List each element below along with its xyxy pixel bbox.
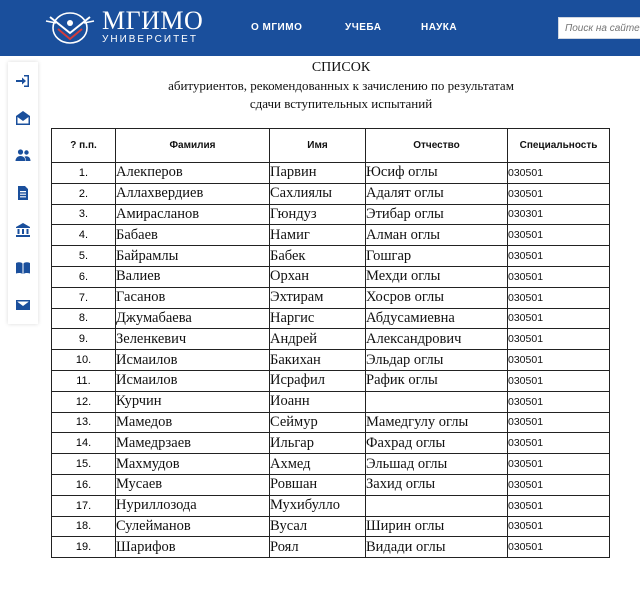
admission-table bbox=[51, 128, 610, 558]
cell-surname: Мамедрзаев bbox=[116, 433, 270, 454]
cell-number: 3. bbox=[52, 204, 116, 225]
cell-name: Ровшан bbox=[270, 474, 366, 495]
cell-name: Намиг bbox=[270, 225, 366, 246]
document-scan bbox=[42, 56, 640, 607]
cell-specialty: 030501 bbox=[508, 537, 610, 558]
table-row bbox=[52, 433, 610, 454]
cell-patronymic: Адалят оглы bbox=[366, 183, 508, 204]
table-row bbox=[52, 329, 610, 350]
cell-surname: Мамедов bbox=[116, 412, 270, 433]
cell-name: Роял bbox=[270, 537, 366, 558]
document-subtitle-line-2: сдачи вступительных испытаний bbox=[249, 96, 433, 111]
sidebar-institution-button[interactable] bbox=[8, 212, 38, 249]
cell-specialty: 030501 bbox=[508, 287, 610, 308]
cell-patronymic: Мамедгулу оглы bbox=[366, 412, 508, 433]
cell-name: Исрафил bbox=[270, 370, 366, 391]
column-header-name: Имя bbox=[270, 129, 366, 163]
logo-subtitle: УНИВЕРСИТЕТ bbox=[102, 34, 198, 45]
cell-specialty: 030501 bbox=[508, 246, 610, 267]
table-row bbox=[52, 370, 610, 391]
column-header-surname: Фамилия bbox=[116, 129, 270, 163]
cell-name: Орхан bbox=[270, 266, 366, 287]
cell-patronymic: Видади оглы bbox=[366, 537, 508, 558]
university-logo[interactable] bbox=[44, 6, 204, 45]
document-icon bbox=[15, 185, 31, 201]
table-row bbox=[52, 246, 610, 267]
sidebar-login-button[interactable] bbox=[8, 62, 38, 99]
cell-surname: Бабаев bbox=[116, 225, 270, 246]
cell-patronymic: Эльдар оглы bbox=[366, 350, 508, 371]
table-row bbox=[52, 537, 610, 558]
table-row bbox=[52, 412, 610, 433]
cell-number: 18. bbox=[52, 516, 116, 537]
nav-about[interactable]: О МГИМО bbox=[251, 22, 303, 33]
table-row bbox=[52, 350, 610, 371]
cell-surname: Сулейманов bbox=[116, 516, 270, 537]
institution-icon bbox=[15, 222, 31, 238]
cell-specialty: 030501 bbox=[508, 433, 610, 454]
cell-specialty: 030301 bbox=[508, 204, 610, 225]
cell-specialty: 030501 bbox=[508, 163, 610, 184]
cell-name: Мухибулло bbox=[270, 495, 366, 516]
cell-specialty: 030501 bbox=[508, 474, 610, 495]
cell-patronymic: Этибар оглы bbox=[366, 204, 508, 225]
sidebar-library-button[interactable] bbox=[8, 249, 38, 286]
cell-name: Наргис bbox=[270, 308, 366, 329]
column-header-specialty: Специальность bbox=[508, 129, 610, 163]
cell-name: Гюндуз bbox=[270, 204, 366, 225]
table-row bbox=[52, 183, 610, 204]
cell-surname: Зеленкевич bbox=[116, 329, 270, 350]
cell-patronymic: Рафик оглы bbox=[366, 370, 508, 391]
cell-name: Эхтирам bbox=[270, 287, 366, 308]
cell-number: 12. bbox=[52, 391, 116, 412]
cell-number: 16. bbox=[52, 474, 116, 495]
cell-number: 17. bbox=[52, 495, 116, 516]
cell-number: 7. bbox=[52, 287, 116, 308]
nav-science[interactable]: НАУКА bbox=[421, 22, 458, 33]
cell-number: 15. bbox=[52, 454, 116, 475]
search-input[interactable] bbox=[558, 17, 640, 39]
sidebar bbox=[8, 62, 38, 324]
cell-specialty: 030501 bbox=[508, 329, 610, 350]
cell-surname: Амирасланов bbox=[116, 204, 270, 225]
cell-specialty: 030501 bbox=[508, 225, 610, 246]
cell-specialty: 030501 bbox=[508, 183, 610, 204]
cell-number: 19. bbox=[52, 537, 116, 558]
logo-name: МГИМО bbox=[102, 6, 204, 35]
cell-number: 4. bbox=[52, 225, 116, 246]
sidebar-document-button[interactable] bbox=[8, 174, 38, 211]
cell-number: 5. bbox=[52, 246, 116, 267]
cell-name: Сахлиялы bbox=[270, 183, 366, 204]
cell-patronymic: Юсиф оглы bbox=[366, 163, 508, 184]
cell-number: 13. bbox=[52, 412, 116, 433]
cell-specialty: 030501 bbox=[508, 350, 610, 371]
cell-surname: Валиев bbox=[116, 266, 270, 287]
cell-specialty: 030501 bbox=[508, 391, 610, 412]
cell-patronymic bbox=[366, 391, 508, 412]
cell-name: Сеймур bbox=[270, 412, 366, 433]
emblem-icon bbox=[44, 11, 96, 45]
cell-number: 9. bbox=[52, 329, 116, 350]
cell-surname: Аллахвердиев bbox=[116, 183, 270, 204]
table-row bbox=[52, 225, 610, 246]
cell-specialty: 030501 bbox=[508, 454, 610, 475]
cell-patronymic bbox=[366, 495, 508, 516]
cell-patronymic: Алман оглы bbox=[366, 225, 508, 246]
cell-specialty: 030501 bbox=[508, 412, 610, 433]
cell-number: 10. bbox=[52, 350, 116, 371]
cell-name: Ахмед bbox=[270, 454, 366, 475]
cell-name: Иоанн bbox=[270, 391, 366, 412]
cell-number: 1. bbox=[52, 163, 116, 184]
cell-patronymic: Мехди оглы bbox=[366, 266, 508, 287]
cell-number: 11. bbox=[52, 370, 116, 391]
sidebar-users-button[interactable] bbox=[8, 137, 38, 174]
cell-specialty: 030501 bbox=[508, 495, 610, 516]
cell-specialty: 030501 bbox=[508, 266, 610, 287]
table-row bbox=[52, 287, 610, 308]
cell-surname: Алекперов bbox=[116, 163, 270, 184]
cell-name: Бакихан bbox=[270, 350, 366, 371]
cell-surname: Нуриллозода bbox=[116, 495, 270, 516]
cell-name: Бабек bbox=[270, 246, 366, 267]
envelope-icon bbox=[15, 297, 31, 313]
table-row bbox=[52, 163, 610, 184]
table-row bbox=[52, 204, 610, 225]
table-row bbox=[52, 474, 610, 495]
table-header-row bbox=[52, 129, 610, 163]
cell-surname: Шарифов bbox=[116, 537, 270, 558]
cell-patronymic: Захид оглы bbox=[366, 474, 508, 495]
cell-surname: Байрамлы bbox=[116, 246, 270, 267]
cell-patronymic: Александрович bbox=[366, 329, 508, 350]
cell-number: 2. bbox=[52, 183, 116, 204]
table-row bbox=[52, 391, 610, 412]
cell-surname: Джумабаева bbox=[116, 308, 270, 329]
cell-number: 14. bbox=[52, 433, 116, 454]
table-row bbox=[52, 516, 610, 537]
column-header-number: ? п.п. bbox=[52, 129, 116, 163]
cell-specialty: 030501 bbox=[508, 308, 610, 329]
cell-surname: Исмаилов bbox=[116, 370, 270, 391]
cell-patronymic: Абдусамиевна bbox=[366, 308, 508, 329]
cell-patronymic: Эльшад оглы bbox=[366, 454, 508, 475]
cell-surname: Исмаилов bbox=[116, 350, 270, 371]
column-header-patronymic: Отчество bbox=[366, 129, 508, 163]
cell-surname: Курчин bbox=[116, 391, 270, 412]
table-row bbox=[52, 454, 610, 475]
mail-open-icon bbox=[15, 110, 31, 126]
login-icon bbox=[15, 73, 31, 89]
table-row bbox=[52, 495, 610, 516]
cell-patronymic: Ширин оглы bbox=[366, 516, 508, 537]
cell-name: Ильгар bbox=[270, 433, 366, 454]
nav-study[interactable]: УЧЕБА bbox=[345, 22, 382, 33]
cell-surname: Махмудов bbox=[116, 454, 270, 475]
table-row bbox=[52, 266, 610, 287]
cell-patronymic: Гошгар bbox=[366, 246, 508, 267]
cell-patronymic: Фахрад оглы bbox=[366, 433, 508, 454]
table-row bbox=[52, 308, 610, 329]
cell-specialty: 030501 bbox=[508, 516, 610, 537]
book-icon bbox=[15, 260, 31, 276]
cell-surname: Мусаев bbox=[116, 474, 270, 495]
document-title: СПИСОК bbox=[311, 60, 371, 75]
sidebar-mail-button[interactable] bbox=[8, 99, 38, 136]
cell-specialty: 030501 bbox=[508, 370, 610, 391]
cell-patronymic: Хосров оглы bbox=[366, 287, 508, 308]
sidebar-contact-button[interactable] bbox=[8, 286, 38, 323]
users-icon bbox=[15, 147, 31, 163]
cell-number: 8. bbox=[52, 308, 116, 329]
document-subtitle-line-1: абитуриентов, рекомендованных к зачислению по результатам bbox=[168, 78, 514, 93]
cell-number: 6. bbox=[52, 266, 116, 287]
cell-name: Парвин bbox=[270, 163, 366, 184]
cell-name: Андрей bbox=[270, 329, 366, 350]
cell-name: Вусал bbox=[270, 516, 366, 537]
cell-surname: Гасанов bbox=[116, 287, 270, 308]
top-header bbox=[0, 0, 640, 56]
